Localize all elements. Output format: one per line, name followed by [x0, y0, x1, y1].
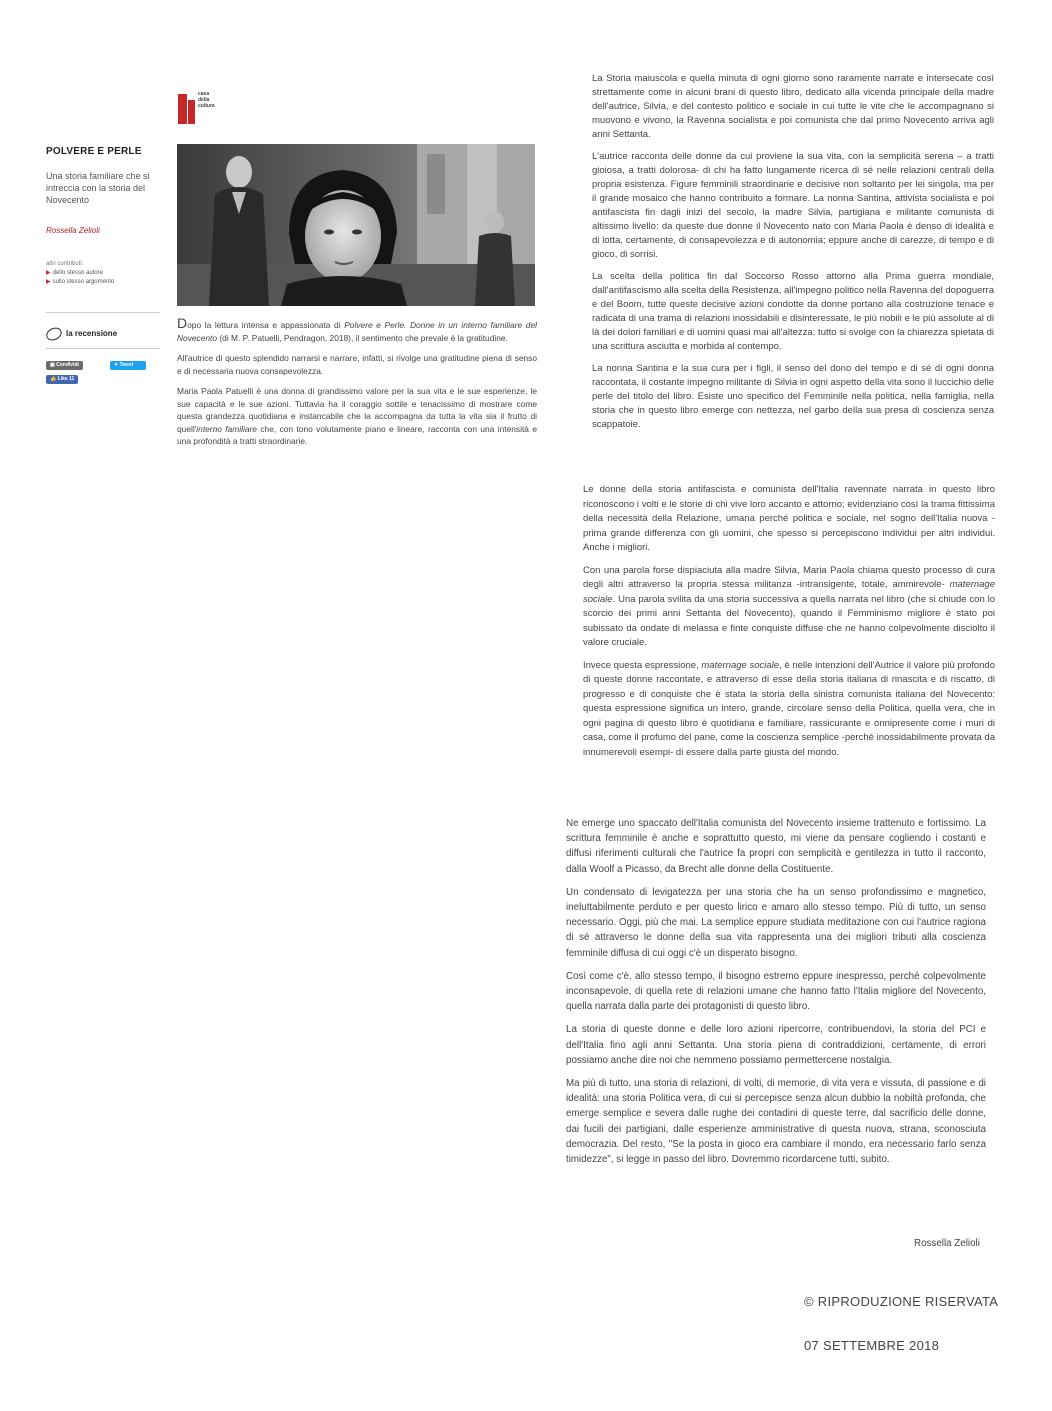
logo-bar — [188, 100, 195, 124]
article-right-column-bottom — [566, 816, 986, 1175]
author-link[interactable]: Rossella Zelioli — [46, 226, 100, 235]
paragraph: Invece questa espressione, maternage sociale, è nelle intenzioni dell'Autrice il valore più profondo di queste donne raccontate, e attraverso di esse della storia italiana di rinascita e di riscatto, di progresso e di conquiste che è stata la storia della sinistra comunista italiana del Novecento: questa espressione significa un intero, grande, circolare senso della Politica, quella vera, che in ogni pagina di questo libro è quotidiana e familiare, rassicurante e onnipresente come i muri di casa, come il profumo del pane, come la coscienza semplice -perché inossidabilmente provata da innumerevoli esempi- di essere dalla parte giusta del mondo. — [583, 659, 995, 758]
site-logo[interactable] — [178, 90, 218, 130]
article-subtitle: Una storia familiare che si intreccia con la storia del Novecento — [46, 171, 150, 205]
logo-text: casa della cultura — [198, 91, 215, 109]
paragraph: La scelta della politica fin dal Soccorso Rosso attorno alla Prima guerra mondiale, dall'antifascismo alla scelta della Resistenza, all'impegno politico nella Ravenna del dopoguerra e del Boom, tutte queste decisive azioni condotte da donne portano alla costruzione tenace e radicata di una trama di relazioni inossidabili e disinteressate, le più nobili e le più assolute al di là dei dolori familiari e di uomini quasi mai all'altezza: tutto si svolge con la chiarezza spietata di una scrittura asciutta e morbida al contempo. — [592, 271, 994, 352]
tweet-button[interactable]: ✦ Tweet — [110, 361, 146, 370]
paragraph: All'autrice di questo splendido narrarsi e narrare, infatti, si rivolge una gratitudine piena di senso e di necessaria nuova consapevolezza. — [177, 353, 537, 376]
divider — [46, 348, 160, 349]
triangle-right-icon: ▶ — [46, 270, 51, 276]
copyright-notice: © RIPRODUZIONE RISERVATA — [804, 1294, 999, 1309]
same-topic-link[interactable]: ▶ sullo stesso argomento — [46, 279, 115, 285]
paragraph: La Storia maiuscola e quella minuta di ogni giorno sono raramente narrate e intersecate così strettamente come in alcuni brani di questo libro, dedicato alla vicenda principale della madre dell'autrice, Silvia, e del contesto politico e sociale in cui tutte le vite che le accompagnano si muovono e vivono, la Ravenna socialista e poi comunista che dal primo Novecento arriva agli anni Settanta. — [592, 73, 994, 140]
paragraph: Con una parola forse dispiaciuta alla madre Silvia, Maria Paola chiama questo processo di cura degli altri attraverso la propria stessa militanza -intransigente, totale, ammirevole- maternage sociale. Una parola svilita da una storia successiva a quella narrata nel libro (che si chiude con lo scorcio dei primi anni Settanta del Novecento), quando il Femminismo migliore è stato poi subissato da ondate di melassa e finte conquiste diffuse che ne hanno colpevolmente disciolto il valore cruciale. — [583, 564, 995, 648]
publication-date: 07 SETTEMBRE 2018 — [804, 1338, 940, 1353]
article-title: POLVERE E PERLE — [46, 146, 142, 157]
article-left-column — [177, 315, 537, 456]
divider — [46, 312, 160, 313]
review-tag — [46, 328, 117, 340]
paragraph: La storia di queste donne e delle loro azioni ripercorre, contribuendovi, la storia del PCI e dell'Italia fino agli anni Settanta. Una storia piena di contraddizioni, certamente, di errori possiamo anche dire noi che nemmeno possiamo permettercene nostalgia. — [566, 1024, 986, 1066]
other-contributions — [46, 260, 114, 287]
thumbs-up-icon: 👍 — [50, 376, 58, 382]
article-signature: Rossella Zelioli — [914, 1238, 980, 1249]
facebook-like-button[interactable]: 👍 Like 11 — [46, 375, 78, 384]
paragraph: Ma più di tutto, una storia di relazioni, di volti, di memorie, di vita vera e vissuta, di passione e di idealità: una storia Politica vera, di cui si percepisce senza alcun dubbio la nobiltà profonda, che emerge semplice e severa dalle rughe dei contadini di queste terre, dal sacrificio delle donne, dai fucili dei partigiani, dalle esperienze amministrative di questa nuova, strana, sconosciuta democrazia. Del resto, "Se la posta in gioco era cambiare il mondo, era necessario farlo senza timidezze", si legge in passo del libro. Dovremmo ricordarcene tutti, subito. — [566, 1078, 986, 1166]
facebook-share-button[interactable]: ▣ Condividi — [46, 361, 83, 370]
paragraph: Così come c'è, allo stesso tempo, il bisogno estremo eppure inespresso, perché colpevolmente inconsapevole, di quella rete di relazioni umane che hanno fatto l'Italia migliore del Novecento, quella narrata dalla parte dei protagonisti di questo libro. — [566, 970, 986, 1013]
paragraph: L'autrice racconta delle donne da cui proviene la sua vita, con la semplicità serena – a tratti gioiosa, a tratti dolorosa- di chi ha fatto lungamente ricerca di sé nelle relazioni centrali della propria esistenza. Figure femminili straordinarie e decisive non soltanto per lei singola, ma per il grande mosaico che hanno contribuito a formare. La nonna Santina, attivista socialista e poi antifascista fin dagli inizi del secolo, la madre Silvia, partigiana e militante comunista di altissimo livello: da queste due donne il Novecento nato con Maria Paola è denso di idealità e di lotta, certamente, di consapevolezza e di autonomia; eppure anche di carezze, di tempo e di gioco, di sorrisi. — [592, 151, 994, 260]
paragraph: Un condensato di levigatezza per una storia che ha un senso profondissimo e magnetico, ineluttabilmente perduto e per questo lirico e amaro allo stesso tempo. Più di tutto, un senso necessario. Oggi, più che mai. La semplice eppure studiata meditazione con cui l'autrice ragiona di sé attraverso le donne della sua vita rappresenta una dei migliori tributi alla coscienza femminile diffusa di cui oggi c'è un disperato bisogno. — [566, 886, 986, 959]
paragraph: Ne emerge uno spaccato dell'Italia comunista del Novecento insieme trattenuto e fortissimo. La scrittura femminile è anche e soprattutto questo, mi viene da pensare cogliendo i costanti e diffusi riferimenti culturali che l'autrice fa propri con semplicità e gentilezza in tutto il racconto, dalla Woolf a Picasso, da Brecht alle donne della Costituente. — [566, 818, 986, 875]
article-right-column-top — [592, 72, 994, 440]
logo-bar — [178, 94, 187, 124]
paragraph: Le donne della storia antifascista e comunista dell'Italia ravennate narrata in questo libro riconoscono i volti e le storie di chi vive loro accanto e attorno; evidenziano così la trama fittissima della necessità della Relazione, umana perché politica e sociale, nel sogno dell'Italia nuova -prima grande differenza con gli uomini, che spesso si percepiscono individui per altri individui. Anche i migliori. — [583, 484, 995, 553]
paragraph: Dopo la lettura intensa e appassionata di Polvere e Perle. Donne in un interno familiare del Novecento (di M. P. Patuelli, Pendragon, 2018), il sentimento che prevale è la gratitudine. — [177, 315, 537, 343]
book-title: Polvere e Perle. Donne in un interno familiare del Novecento — [177, 320, 537, 343]
article-photo — [177, 144, 535, 306]
paragraph: Maria Paola Patuelli è una donna di grandissimo valore per la sua vita e le sue esperienze, le sue capacità e le sue azioni. Tuttavia ha il coraggio sottile e tenacissimo di mostrare come questa grandezza quotidiana e instancabile che la accompagna da tutta la vita sia il frutto di quell'interno familiare che, con tono volutamente piano e lineare, racconta con una intensità e una profondità a tratti straordinarie. — [177, 386, 537, 446]
other-contributions-label: altri contributi: — [46, 261, 84, 267]
review-label: la recensione — [66, 329, 118, 339]
photo-illustration — [177, 144, 535, 306]
review-icon — [44, 325, 64, 343]
drop-cap: D — [177, 315, 188, 331]
facebook-icon: ▣ — [50, 362, 57, 368]
article-right-column-middle — [583, 483, 995, 768]
same-author-link[interactable]: ▶ dello stesso autore — [46, 270, 103, 276]
twitter-icon: ✦ — [114, 362, 120, 368]
triangle-right-icon: ▶ — [46, 279, 51, 285]
paragraph: La nonna Santina e la sua cura per i figli, il senso del dono del tempo e di sé di ogni donna raccontata, il costante impegno militante di Silvia in ogni aspetto della vita sono il luccichio delle perle del titolo del libro. Esiste uno specifico del Femminile nella politica, nella famiglia, nella storia che in questo libro emerge con nettezza, nel garbo della sua presa di coscienza senza scappatoie. — [592, 363, 994, 430]
